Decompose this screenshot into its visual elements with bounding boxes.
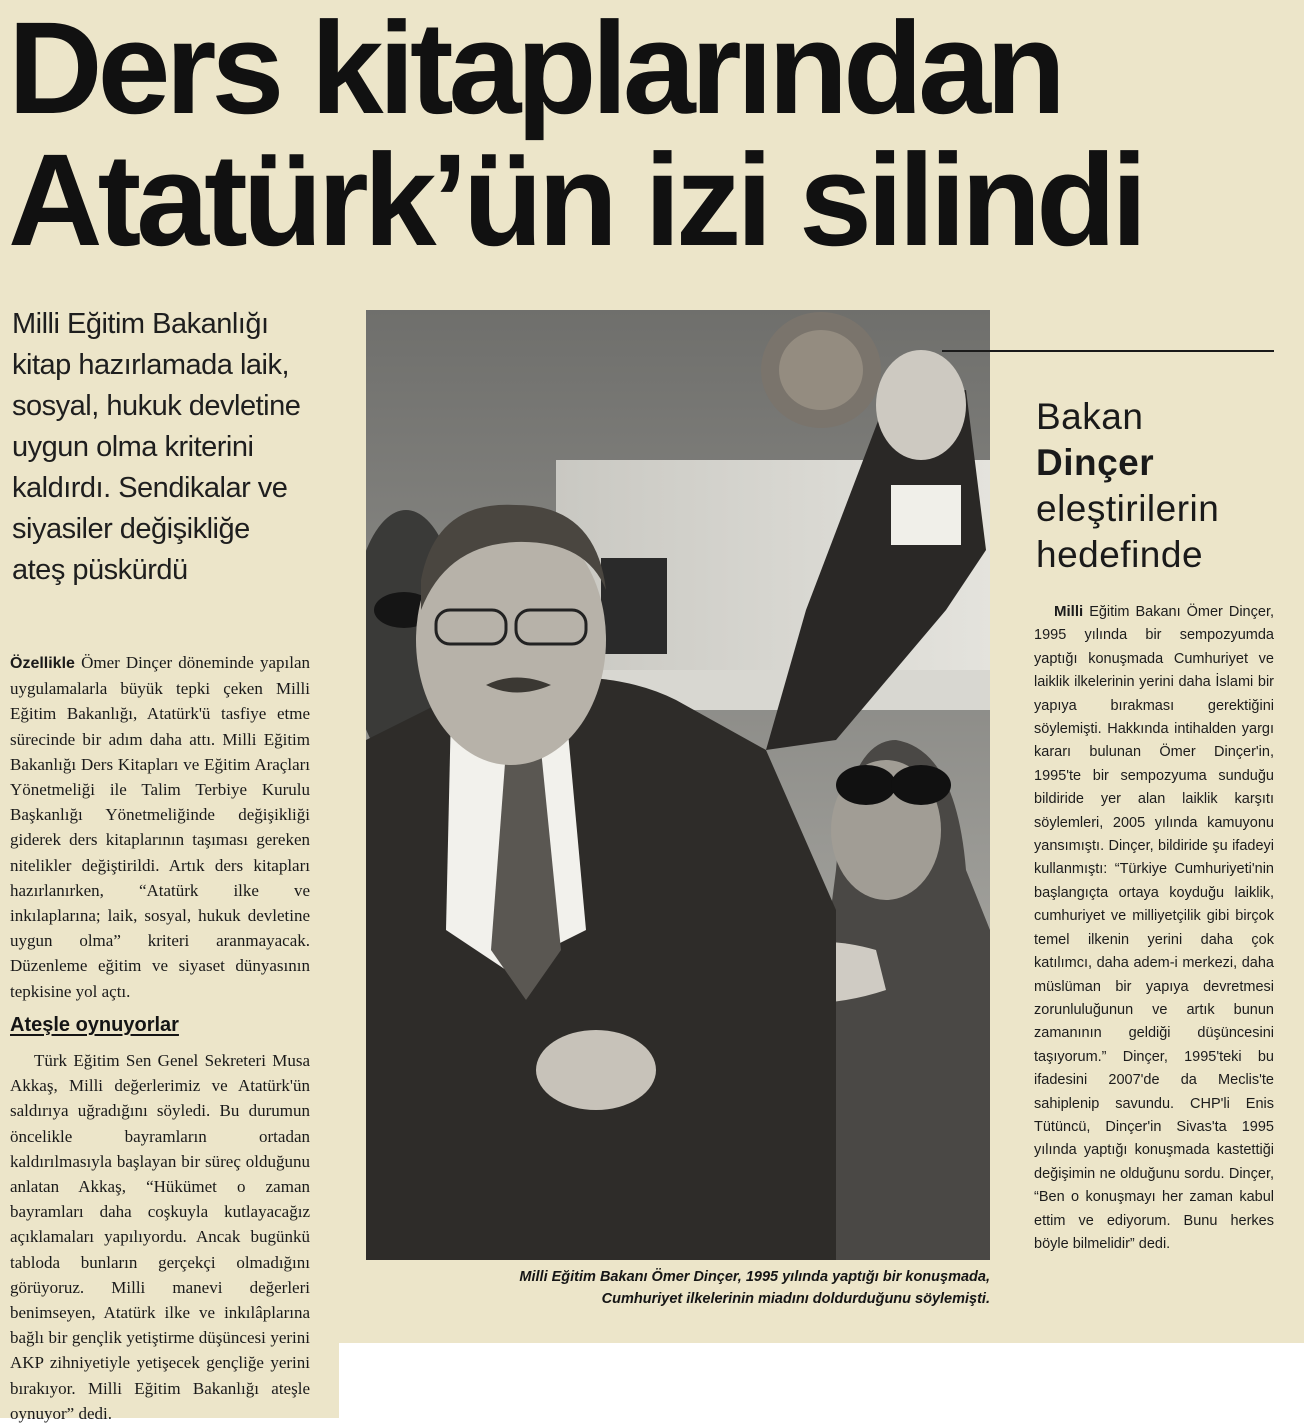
sidebar-head-line-3: eleştirilerin bbox=[1036, 488, 1220, 529]
sidebar-body bbox=[1034, 600, 1274, 1256]
deck-line: kaldırdı. Sendikalar ve bbox=[12, 472, 288, 504]
photo-caption bbox=[366, 1266, 990, 1310]
deck-line: kitap hazırlamada laik, bbox=[12, 349, 290, 381]
held-object-inner bbox=[779, 330, 863, 410]
deck-line: ateş püskürdü bbox=[12, 554, 188, 586]
man-hand bbox=[536, 1030, 656, 1110]
article-subhead: Ateşle oynuyorlar bbox=[10, 1014, 179, 1036]
news-photo bbox=[366, 310, 990, 1260]
article-paragraph-1 bbox=[10, 650, 310, 1004]
sidebar-body-text: Eğitim Bakanı Ömer Dinçer, 1995 yılında bir sempozyumda yaptığı konuşmada Cumhuriyet ve laiklik ilkelerinin yerini daha İslami bir yapıya bırakması gerektiğini söylemişti. Hakkında intihalden yargı kararı bulunan Ömer Dinçer'in, 1995'te bir sempozyuma sunduğu bildiride yer alan laiklik karşıtı söylemleri, 2005 yılında kamuyonu yansımıştı. Dinçer, bildiride şu ifadeyi kullanmıştı: “Türkiye Cumhuriyeti'nin başlangıçta ortaya koyduğu laiklik, cumhuriyet ve milliyetçilik gibi birçok temel ilkenin yerini daha çok katılımcı, daha adem-i merkezi, daha müslüman bir yapıya devretmesi zorunluluğunun ve artık bunun zamanının geldiği düşüncesini taşıyorum.” Dinçer, 1995'teki bu ifadesini 2007'de da Meclis'te sahiplenip savundu. CHP'li Enis Tütüncü, Dinçer'in Sivas'ta 1995 yılında yaptığı konuşmada kastettiği değişimin ne olduğunu sordu. Dinçer, “Ben o konuşmayı her zaman kabul ettim ve ediyorum. Bunu herkes böyle bilmelidir” dedi. bbox=[1034, 604, 1274, 1252]
caption-line-2: Cumhuriyet ilkelerinin miadını doldurduğunu söylemişti. bbox=[601, 1291, 990, 1307]
caption-line-1: Milli Eğitim Bakanı Ömer Dinçer, 1995 yılında yaptığı bir konuşmada, bbox=[519, 1269, 990, 1285]
headline-line-1: Ders kitaplarından bbox=[8, 0, 1061, 141]
deck-line: uygun olma kriterini bbox=[12, 431, 254, 463]
deck-line: sosyal, hukuk devletine bbox=[12, 390, 301, 422]
building-window bbox=[601, 558, 667, 654]
sidebar-head-line-4: hedefinde bbox=[1036, 534, 1204, 575]
deck-line: siyasiler değişikliğe bbox=[12, 513, 250, 545]
blank-area bbox=[339, 1343, 1304, 1418]
article-paragraph-2-text: Türk Eğitim Sen Genel Sekreteri Musa Akkaş, Milli değerlerimiz ve Atatürk'ün saldırıya uğradığını söyledi. Bu durumun öncelikle bayramların ortadan kaldırılmasıyla başlayan bir süreç olduğunu anlatan Akkaş, “Hükümet o zaman bayramları daha coşkuyla kutlayacağız açıklamaları yapılıyordu. Ancak bugünkü tabloda bunların gerçekçi olmadığını görüyoruz. Milli manevi değerleri benimseyen, Atatürk ilke ve inkılâplarına bağlı bir gençlik yetiştirme düşüncesi yerini AKP zihniyetiyle yetişecek gençliğe yerini bırakıyor. Milli Eğitim Bakanlığı ateşle oynuyor” dedi. bbox=[10, 1051, 310, 1423]
article-paragraph-2 bbox=[10, 1048, 310, 1426]
photo-illustration bbox=[366, 310, 990, 1260]
article-paragraph-1-text: Ömer Dinçer döneminde yapılan uygulamalarla büyük tepki çeken Milli Eğitim Bakanlığı, Atatürk'ü tasfiye etme sürecinde bir adım daha attı. Milli Eğitim Bakanlığı Ders Kitapları ve Eğitim Araçları Yönetmeliği ile Talim Terbiye Kurulu Başkanlığı Yönetmeliğinde değişikliği giderek ders kitaplarının taşıması gereken nitelikler değiştirildi. Artık ders kitapları hazırlanırken, “Atatürk ilke ve inkılaplarına; laik, sosyal, hukuk devletine uygun olma” kriteri aranmayacak. Düzenleme eğitim ve siyaset dünyasının tepkisine yol açtı. bbox=[10, 653, 310, 1001]
sidebar-lead-word: Milli bbox=[1054, 603, 1084, 620]
raised-hand bbox=[876, 350, 966, 460]
deck-line: Milli Eğitim Bakanlığı bbox=[12, 308, 269, 340]
woman-sunglasses-icon bbox=[836, 765, 896, 805]
headline-line-2: Atatürk’ün izi silindi bbox=[8, 126, 1143, 273]
sidebar-head-line-2: Dinçer bbox=[1036, 442, 1155, 483]
headline bbox=[8, 0, 1298, 273]
shirt-cuff bbox=[891, 485, 961, 545]
deck-summary bbox=[12, 304, 332, 591]
man-suit bbox=[366, 677, 836, 1260]
article-lead-word: Özellikle bbox=[10, 655, 75, 672]
woman-sunglasses-lens bbox=[891, 765, 951, 805]
sidebar-head-line-1: Bakan bbox=[1036, 396, 1144, 437]
sidebar-divider bbox=[942, 350, 1274, 352]
sidebar-headline bbox=[1036, 394, 1296, 578]
